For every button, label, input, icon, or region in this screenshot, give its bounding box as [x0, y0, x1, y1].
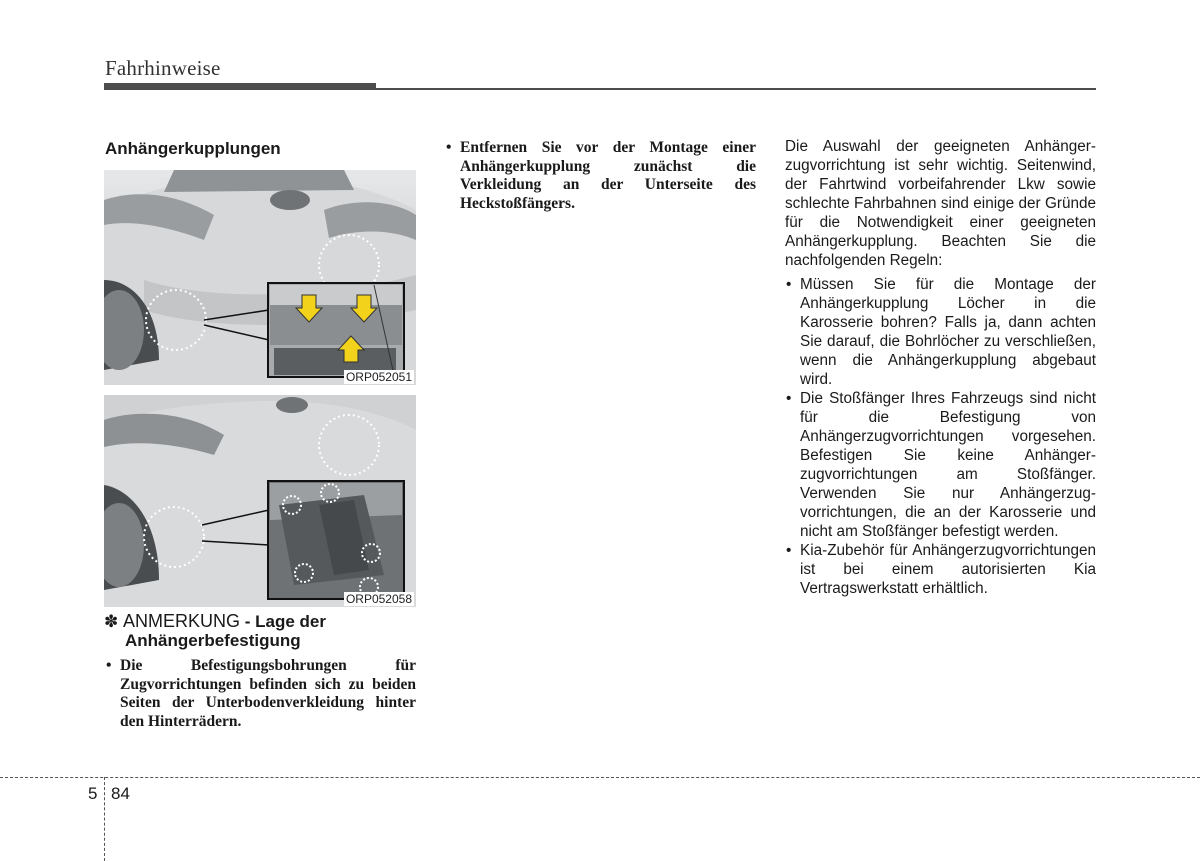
instruction-list — [444, 139, 756, 213]
illustration-mount-holes — [104, 395, 416, 607]
running-header: Fahrhinweise — [105, 56, 221, 80]
list-item: • Kia-Zubehör für Anhängerzugvorrichtungen ist bei einem autorisierten Kia Vertragswerkstatt erhältlich. — [785, 541, 1096, 598]
figure-rear-bumper-cover — [104, 170, 416, 385]
footer-rule — [0, 777, 1200, 778]
illustration-rear-bumper — [104, 170, 416, 385]
note-title-line2: Anhängerbefestigung — [125, 631, 301, 650]
chapter-number: 5 — [88, 784, 98, 803]
figure-tow-mount-holes — [104, 395, 416, 607]
figure-caption: ORP052058 — [345, 592, 412, 606]
list-item: • Die Stoßfänger Ihres Fahrzeugs sind nicht für die Befestigung von Anhängerzugvorrichtungen vorgesehen. Befestigen Sie keine Anhängerzugvorrichtungen am Stoßfänger. Verwenden Sie nur Anhängerzugvorrichtungen, die an der Karosserie und nicht am Stoßfänger befestigt werden. — [785, 389, 1096, 541]
header-rule-thin — [376, 88, 1096, 90]
note-title-rest: - Lage der — [240, 612, 326, 631]
note-symbol: ✽ — [104, 612, 119, 631]
list-item: • Müssen Sie für die Montage der Anhängerkupplung Löcher in die Karosserie bohren? Falls ja, dann achten Sie darauf, die Bohrlöcher zu verschließen, wenn die Anhängerkupplung abgebaut wird. — [785, 275, 1096, 389]
intro-paragraph: Die Auswahl der geeigneten Anhängerzugvorrichtung ist sehr wichtig. Seitenwind, der Fahrtwind vorbeifahrender Lkw sowie schlechte Fahrbahnen sind einige der Gründe für die Notwendigkeit einer geeigneten Anhängerkupplung. Beachten Sie die nachfolgenden Regeln: — [785, 138, 1096, 269]
footer-divider — [104, 777, 105, 861]
section-title: Anhängerkupplungen — [105, 139, 281, 158]
rules-list — [785, 275, 1096, 598]
note-list — [104, 657, 416, 731]
list-item: • Entfernen Sie vor der Montage einer Anhängerkupplung zunächst die Verkleidung an der Unterseite des Heckstoßfängers. — [444, 139, 756, 213]
page-number: 84 — [111, 784, 130, 803]
note-heading — [104, 612, 424, 650]
note-keyword: ANMERKUNG — [122, 611, 240, 631]
list-item: • Die Befestigungsbohrungen für Zugvorrichtungen befinden sich zu beiden Seiten der Unterbodenverkleidung hinter den Hinterrädern. — [104, 657, 416, 731]
figure-caption: ORP052051 — [345, 370, 412, 384]
header-rule-thick — [104, 83, 376, 90]
